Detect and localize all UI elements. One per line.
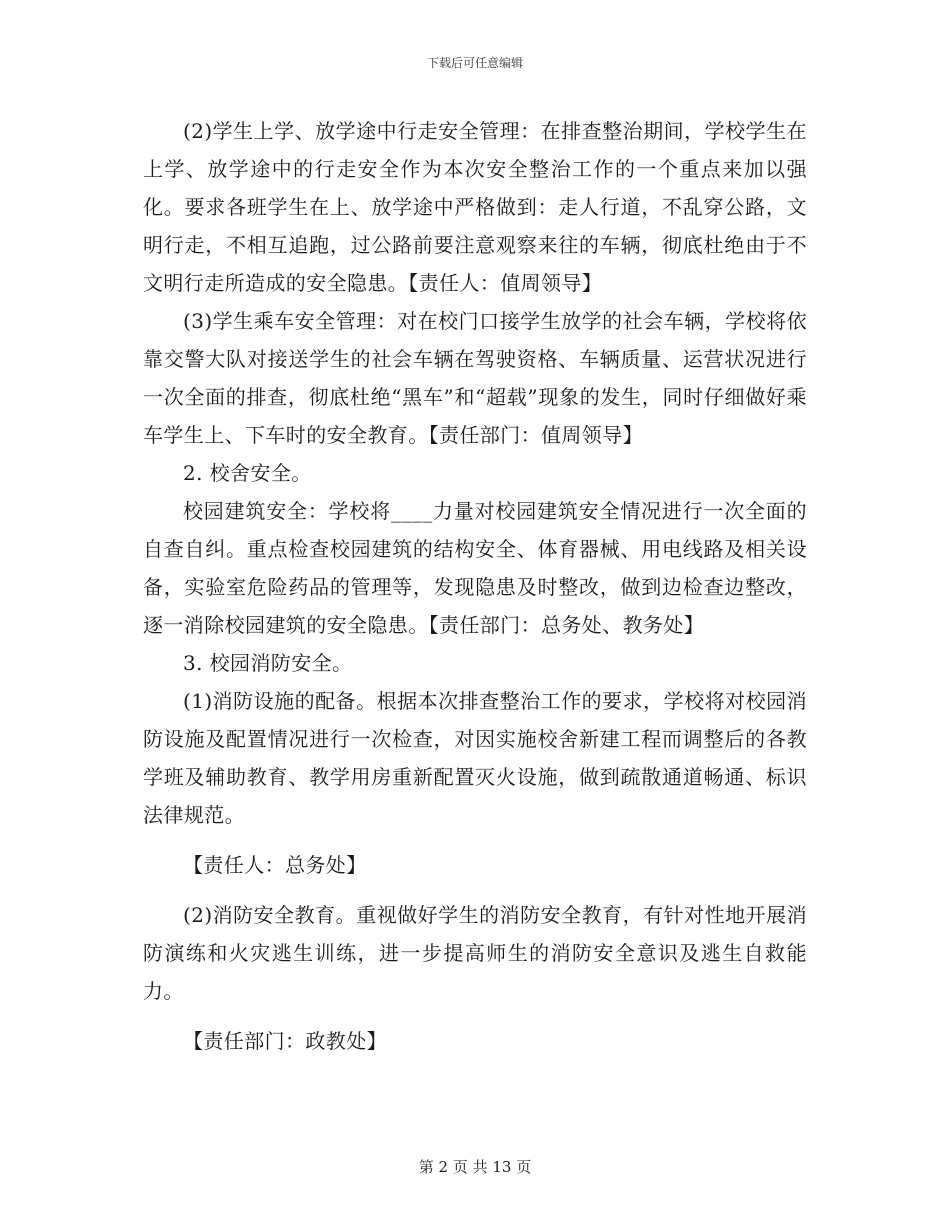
- section-heading-fire-safety: 3. 校园消防安全。: [183, 651, 353, 675]
- paragraph-fire-equipment: (1)消防设施的配备。根据本次排查整治工作的要求，学校将对校园消防设施及配置情况进行一次检查，对因实施校舍新建工程而调整后的各教学班及辅助教育、教学用房重新配置灭火设施，做到疏散通道畅通、标识法律规范。: [143, 689, 807, 827]
- header-note: 下载后可任意编辑: [426, 56, 523, 70]
- paragraph-fire-safety-education: (2)消防安全教育。重视做好学生的消防安全教育，有针对性地开展消防演练和火灾逃生训练，进一步提高师生的消防安全意识及逃生自救能力。: [143, 903, 807, 1003]
- paragraph-student-vehicle-safety: (3)学生乘车安全管理：对在校门口接学生放学的社会车辆，学校将依靠交警大队对接送学生的社会车辆在驾驶资格、车辆质量、运营状况进行一次全面的排查，彻底杜绝“黑车”和“超载”现象的发生，同时仔细做好乘车学生上、下车时的安全教育。【责任部门：值周领导】: [143, 309, 807, 447]
- responsible-dept-political-education: 【责任部门：政教处】: [183, 1029, 387, 1053]
- page-number: 第 2 页 共 13 页: [418, 1158, 532, 1176]
- section-heading-building-safety: 2. 校舍安全。: [183, 461, 312, 485]
- document-body: [143, 112, 807, 1060]
- paragraph-campus-building-safety: 校园建筑安全：学校将____力量对校园建筑安全情况进行一次全面的自查自纠。重点检查校园建筑的结构安全、体育器械、用电线路及相关设备，实验室危险药品的管理等，发现隐患及时整改，做到边检查边整改，逐一消除校园建筑的安全隐患。【责任部门：总务处、教务处】: [143, 499, 807, 637]
- paragraph-student-walking-safety: (2)学生上学、放学途中行走安全管理：在排查整治期间，学校学生在上学、放学途中的行走安全作为本次安全整治工作的一个重点来加以强化。要求各班学生在上、放学途中严格做到：走人行道，不乱穿公路，文明行走，不相互追跑，过公路前要注意观察来往的车辆，彻底杜绝由于不文明行走所造成的安全隐患。【责任人：值周领导】: [143, 119, 807, 295]
- responsible-person-general-affairs: 【责任人：总务处】: [183, 853, 367, 877]
